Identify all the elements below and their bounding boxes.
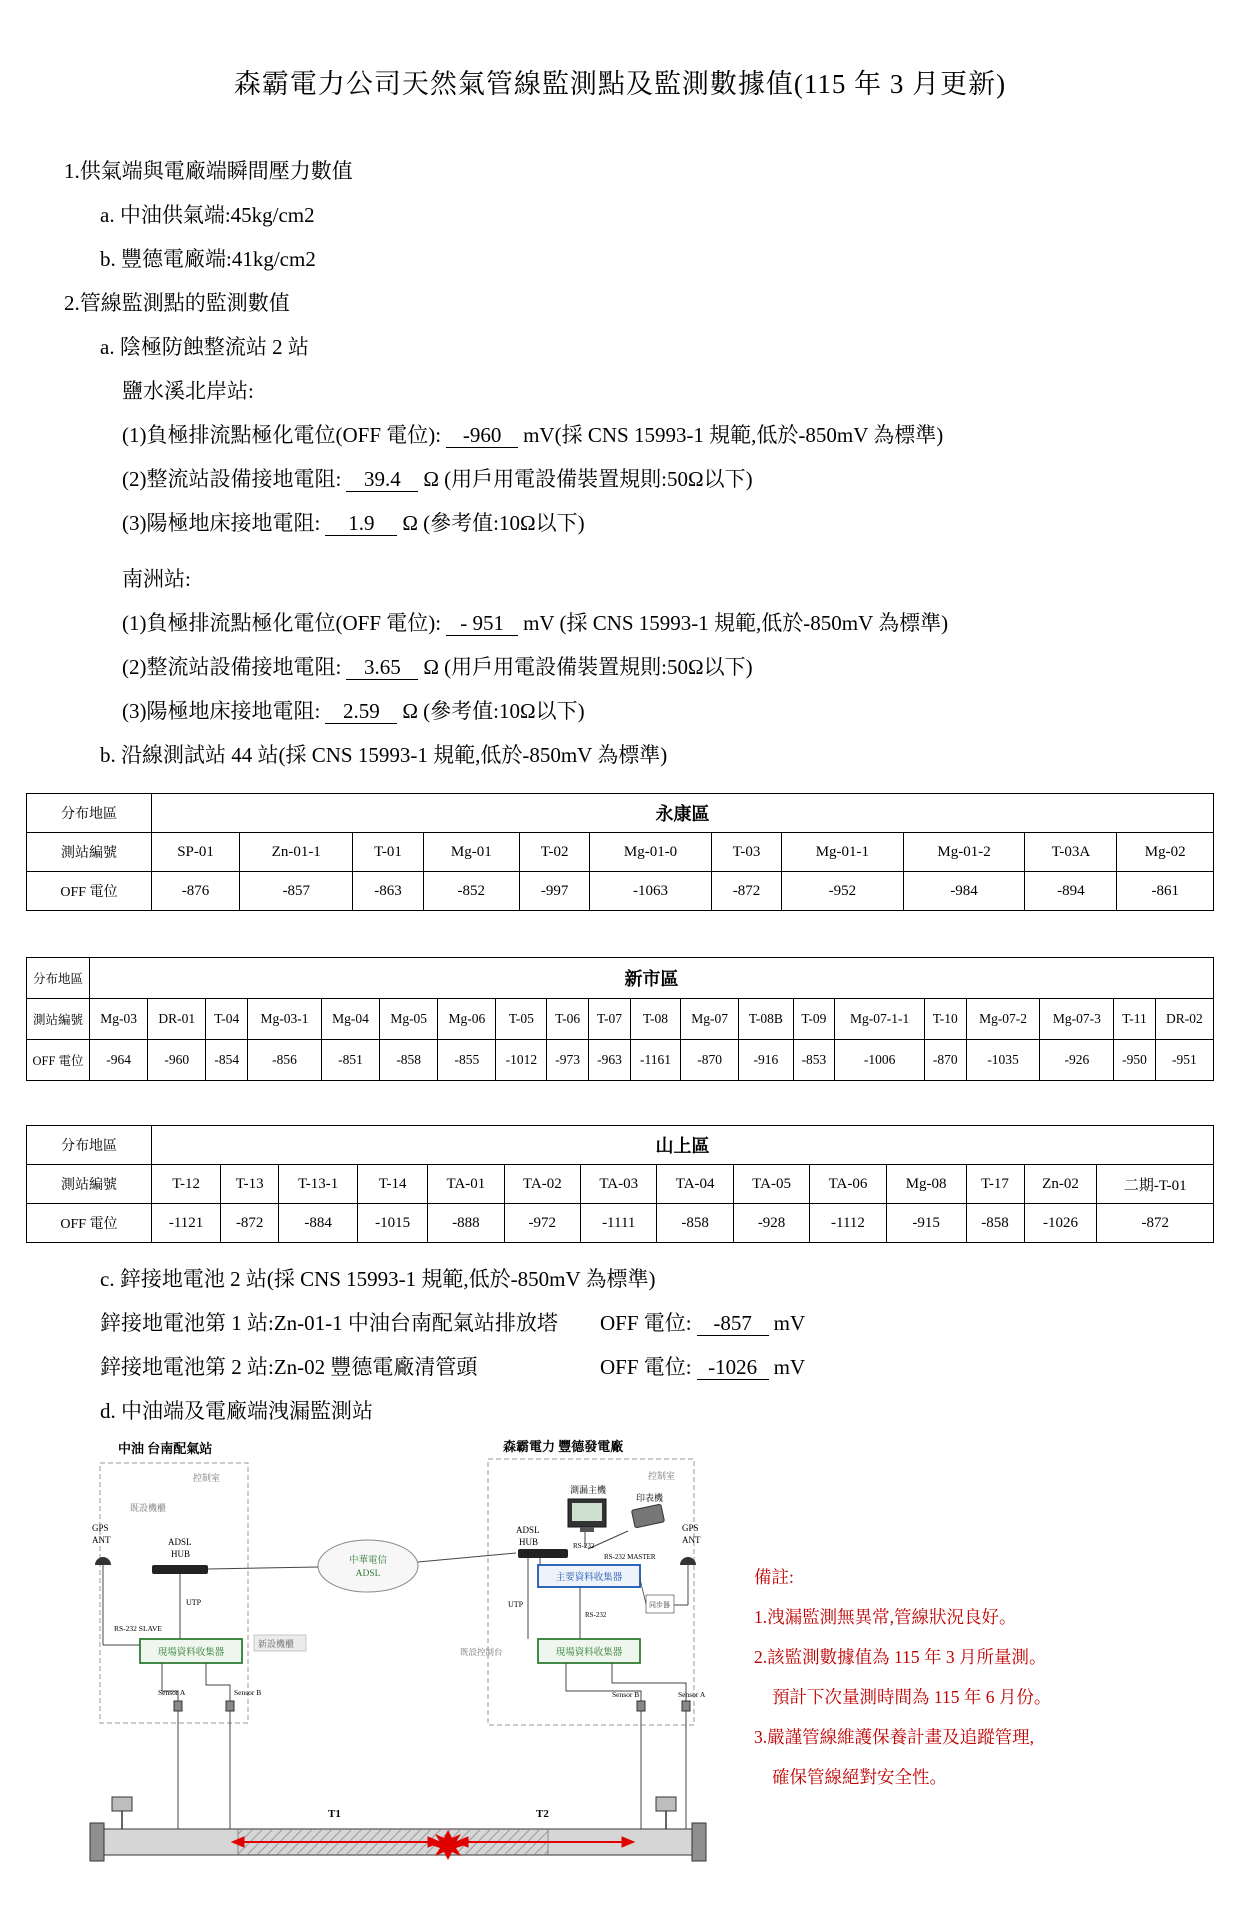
sub-d-heading: d. 中油端及電廠端洩漏監測站 <box>100 1399 373 1423</box>
table-cell: -964 <box>90 1040 148 1081</box>
table-cell: TA-01 <box>428 1165 504 1204</box>
table-cell: 二期-T-01 <box>1097 1165 1214 1204</box>
valve-icon <box>656 1797 676 1829</box>
table-xinshi-wrap <box>26 957 1214 1081</box>
table-row <box>27 1165 1214 1204</box>
table-cell: T-17 <box>966 1165 1024 1204</box>
table-cell: -872 <box>1097 1204 1214 1243</box>
section1-heading: 1.供氣端與電廠端瞬間壓力數值 <box>64 159 353 183</box>
unit-label: mV <box>773 1311 806 1335</box>
table-cell: -870 <box>681 1040 739 1081</box>
left-gps-label: GPS <box>92 1523 109 1533</box>
t2-label: T2 <box>536 1808 549 1820</box>
table-cell: T-09 <box>793 999 835 1040</box>
table-cell: Mg-02 <box>1117 833 1214 872</box>
table-cell: -888 <box>428 1204 504 1243</box>
measured-value: 2.59 <box>325 699 397 724</box>
table-cell: -853 <box>793 1040 835 1081</box>
table-cell: T-08 <box>630 999 680 1040</box>
new-cabinet-label: 新設機櫃 <box>258 1639 295 1649</box>
wire <box>208 1567 318 1569</box>
table-cell: Zn-02 <box>1024 1165 1097 1204</box>
measured-value: - 951 <box>446 611 518 636</box>
table-cell: Mg-06 <box>438 999 496 1040</box>
station2-line2 <box>0 645 1240 689</box>
table-cell: T-01 <box>353 833 423 872</box>
table-cell: TA-05 <box>733 1165 809 1204</box>
table-cell: DR-02 <box>1155 999 1213 1040</box>
table-cell: -960 <box>148 1040 206 1081</box>
rs232-master-label: RS-232 MASTER <box>604 1553 656 1561</box>
printer-label: 印表機 <box>636 1493 664 1503</box>
table-cell: Mg-07-2 <box>966 999 1040 1040</box>
table-cell: Mg-04 <box>321 999 379 1040</box>
station1-line2 <box>0 457 1240 501</box>
unit-label: mV <box>773 1355 806 1379</box>
remark-line: 3.嚴謹管線維護保養計畫及追蹤管理, <box>754 1727 1034 1747</box>
sensor-a-left-label: Sensor A <box>158 1688 186 1697</box>
off-label: OFF 電位: <box>600 1355 692 1379</box>
zinc1-desc: 鋅接地電池第 1 站:Zn-01-1 中油台南配氣站排放塔 <box>100 1311 558 1335</box>
table-cell: -1006 <box>835 1040 925 1081</box>
line-suffix: mV(採 CNS 15993-1 規範,低於-850mV 為標準) <box>523 423 944 447</box>
zinc-station-2 <box>0 1345 1240 1389</box>
table-cell: T-06 <box>547 999 589 1040</box>
row-header-cell: OFF 電位 <box>27 872 152 911</box>
remarks-heading: 備註: <box>754 1567 794 1587</box>
table-cell: Mg-07-1-1 <box>835 999 925 1040</box>
table-cell: -858 <box>380 1040 438 1081</box>
pressure-item-b: b. 豐德電廠端:41kg/cm2 <box>100 247 316 271</box>
monitor-table-yongkang <box>26 793 1214 911</box>
table-cell: -1015 <box>358 1204 428 1243</box>
table-cell: -854 <box>206 1040 248 1081</box>
right-field-collector-label: 現場資料收集器 <box>555 1648 623 1658</box>
right-ant-label: ANT <box>682 1535 701 1545</box>
rs232-label-2: RS-232 <box>585 1611 607 1619</box>
monitor-table-xinshi <box>26 957 1214 1081</box>
sensor-icon <box>682 1701 690 1829</box>
station2-line3 <box>0 689 1240 733</box>
table-cell: -997 <box>520 872 590 911</box>
wire <box>418 1553 516 1562</box>
table-cell: Mg-01 <box>423 833 520 872</box>
right-hub-label: HUB <box>519 1537 539 1547</box>
table-cell: -894 <box>1025 872 1117 911</box>
left-field-collector-label: 現場資料收集器 <box>157 1648 225 1658</box>
station2-line1 <box>0 601 1240 645</box>
leak-star-icon <box>431 1830 465 1860</box>
wire <box>640 1579 646 1604</box>
pipe-flange-right <box>692 1823 706 1861</box>
pressure-item-a: a. 中油供氣端:45kg/cm2 <box>100 203 315 227</box>
right-hub-device-icon <box>518 1549 568 1558</box>
line-suffix: mV (採 CNS 15993-1 規範,低於-850mV 為標準) <box>523 611 949 635</box>
right-utp-label: UTP <box>508 1600 524 1609</box>
station1-line3 <box>0 501 1240 545</box>
table-cell: Mg-01-0 <box>590 833 712 872</box>
table-cell: -852 <box>423 872 520 911</box>
page-title: 森霸電力公司天然氣管線監測點及監測數據值(115 年 3 月更新) <box>233 69 1007 99</box>
left-hub-label: HUB <box>171 1549 191 1559</box>
table-row <box>27 1040 1214 1081</box>
table-cell: -876 <box>152 872 240 911</box>
line-label: (1)負極排流點極化電位(OFF 電位): <box>122 611 442 635</box>
table-cell: T-13 <box>221 1165 279 1204</box>
table-cell: T-03A <box>1025 833 1117 872</box>
table-cell: Mg-08 <box>886 1165 966 1204</box>
region-label-cell: 分布地區 <box>27 794 152 833</box>
table-cell: T-12 <box>152 1165 221 1204</box>
off-label: OFF 電位: <box>600 1311 692 1335</box>
table-cell: Zn-01-1 <box>240 833 353 872</box>
row-header-cell: 測站編號 <box>27 999 90 1040</box>
line-suffix: Ω (參考值:10Ω以下) <box>402 699 585 723</box>
station2-name: 南洲站: <box>122 567 191 591</box>
table-row <box>27 794 1214 833</box>
right-station-title: 森霸電力 豐德發電廠 <box>503 1439 624 1454</box>
existing-console-label: 既設控制台 <box>460 1647 503 1657</box>
table-cell: DR-01 <box>148 999 206 1040</box>
table-yongkang-wrap <box>26 793 1214 911</box>
table-cell: T-05 <box>496 999 547 1040</box>
left-adsl-label: ADSL <box>168 1537 192 1547</box>
table-cell: Mg-07-3 <box>1040 999 1114 1040</box>
region-name-cell: 山上區 <box>152 1126 1214 1165</box>
table-row <box>27 999 1214 1040</box>
table-cell: -915 <box>886 1204 966 1243</box>
row-header-cell: OFF 電位 <box>27 1040 90 1081</box>
table-cell: T-13-1 <box>279 1165 358 1204</box>
table-cell: -951 <box>1155 1040 1213 1081</box>
line-label: (3)陽極地床接地電阻: <box>122 699 321 723</box>
station1-name: 鹽水溪北岸站: <box>122 379 254 403</box>
table-cell: -984 <box>903 872 1025 911</box>
table-cell: TA-04 <box>657 1165 733 1204</box>
spacer <box>0 911 1240 957</box>
table-cell: T-04 <box>206 999 248 1040</box>
table-cell: -857 <box>240 872 353 911</box>
right-control-room-label: 控制室 <box>648 1471 676 1481</box>
sensor-icon <box>226 1701 234 1829</box>
table-row <box>27 833 1214 872</box>
table-cell: -861 <box>1117 872 1214 911</box>
table-cell: -926 <box>1040 1040 1114 1081</box>
monitor-stand <box>580 1527 594 1532</box>
existing-cabinet-label: 既設機櫃 <box>130 1503 167 1513</box>
telecom-cloud-shape <box>318 1540 418 1592</box>
sensor-b-left-label: Sensor B <box>234 1688 262 1697</box>
table-cell: -952 <box>782 872 904 911</box>
table-cell: -1121 <box>152 1204 221 1243</box>
sync-device-label: 同步器 <box>649 1601 670 1609</box>
table-cell: -1063 <box>590 872 712 911</box>
left-hub-device-icon <box>152 1565 208 1574</box>
rs232-slave-label: RS-232 SLAVE <box>114 1624 162 1633</box>
measured-value: 1.9 <box>325 511 397 536</box>
wire <box>206 1663 230 1701</box>
table-cell: T-08B <box>739 999 793 1040</box>
rs232-label: RS-232 <box>573 1542 595 1550</box>
table-cell: TA-03 <box>581 1165 657 1204</box>
table-cell: T-07 <box>589 999 631 1040</box>
spacer <box>0 1081 1240 1125</box>
table-cell: T-10 <box>924 999 966 1040</box>
left-ant-label: ANT <box>92 1535 111 1545</box>
monitor-table-shanshang <box>26 1125 1214 1243</box>
left-antenna-icon <box>95 1557 111 1565</box>
leak-host-label: 測漏主機 <box>570 1485 607 1495</box>
region-label-cell: 分布地區 <box>27 958 90 999</box>
left-utp-label: UTP <box>186 1598 202 1607</box>
table-cell: -928 <box>733 1204 809 1243</box>
table-cell: -856 <box>248 1040 322 1081</box>
region-name-cell: 新市區 <box>90 958 1214 999</box>
remark-line: 2.該監測數據值為 115 年 3 月所量測。 <box>754 1647 1047 1667</box>
row-header-cell: OFF 電位 <box>27 1204 152 1243</box>
pipe-flange-left <box>90 1823 104 1861</box>
table-cell: T-02 <box>520 833 590 872</box>
sub-c-heading: c. 鋅接地電池 2 站(採 CNS 15993-1 規範,低於-850mV 為標準) <box>100 1267 656 1291</box>
right-adsl-label: ADSL <box>516 1525 540 1535</box>
table-cell: -855 <box>438 1040 496 1081</box>
remark-line: 預計下次量測時間為 115 年 6 月份。 <box>772 1687 1052 1707</box>
measured-value: -1026 <box>697 1355 769 1380</box>
measured-value: 39.4 <box>346 467 418 492</box>
table-cell: T-11 <box>1114 999 1155 1040</box>
table-cell: -963 <box>589 1040 631 1081</box>
telecom-label-2: ADSL <box>355 1569 381 1579</box>
table-shanshang-wrap <box>26 1125 1214 1243</box>
remark-line: 1.洩漏監測無異常,管線狀況良好。 <box>754 1607 1017 1627</box>
table-row <box>27 958 1214 999</box>
table-cell: TA-02 <box>504 1165 580 1204</box>
table-cell: Mg-03 <box>90 999 148 1040</box>
line-label: (2)整流站設備接地電阻: <box>122 467 342 491</box>
table-cell: -950 <box>1114 1040 1155 1081</box>
line-suffix: Ω (用戶用電設備裝置規則:50Ω以下) <box>423 655 753 679</box>
line-suffix: Ω (參考值:10Ω以下) <box>402 511 585 535</box>
zinc-station-1 <box>0 1301 1240 1345</box>
table-cell: -884 <box>279 1204 358 1243</box>
sensor-icon <box>637 1701 645 1829</box>
measured-value: -857 <box>697 1311 769 1336</box>
document-body <box>0 149 1240 777</box>
table-cell: -872 <box>221 1204 279 1243</box>
table-cell: -1012 <box>496 1040 547 1081</box>
telecom-label-1: 中華電信 <box>348 1556 388 1566</box>
section-c-d <box>0 1257 1240 1433</box>
line-label: (1)負極排流點極化電位(OFF 電位): <box>122 423 442 447</box>
left-station-title: 中油 台南配氣站 <box>118 1441 213 1456</box>
table-cell: -1035 <box>966 1040 1040 1081</box>
table-cell: -863 <box>353 872 423 911</box>
remark-line: 確保管線絕對安全性。 <box>772 1767 947 1787</box>
table-cell: -973 <box>547 1040 589 1081</box>
region-name-cell: 永康區 <box>152 794 1214 833</box>
station1-line1 <box>0 413 1240 457</box>
leak-monitor-diagram-area <box>0 1439 1240 1909</box>
t1-label: T1 <box>328 1808 341 1820</box>
line-label: (3)陽極地床接地電阻: <box>122 511 321 535</box>
main-collector-label: 主要資料收集器 <box>555 1573 623 1583</box>
region-label-cell: 分布地區 <box>27 1126 152 1165</box>
sensor-a-right-label: Sensor A <box>678 1690 706 1699</box>
table-cell: -1161 <box>630 1040 680 1081</box>
table-row <box>27 1204 1214 1243</box>
zinc2-desc: 鋅接地電池第 2 站:Zn-02 豐德電廠清管頭 <box>100 1355 478 1379</box>
table-cell: -858 <box>657 1204 733 1243</box>
left-control-room-box <box>100 1463 248 1723</box>
table-cell: T-03 <box>711 833 781 872</box>
row-header-cell: 測站編號 <box>27 833 152 872</box>
leak-monitor-diagram <box>88 1439 728 1909</box>
sub-a-heading: a. 陰極防蝕整流站 2 站 <box>100 335 309 359</box>
table-cell: -851 <box>321 1040 379 1081</box>
line-label: (2)整流站設備接地電阻: <box>122 655 342 679</box>
table-cell: Mg-07 <box>681 999 739 1040</box>
row-header-cell: 測站編號 <box>27 1165 152 1204</box>
table-cell: Mg-05 <box>380 999 438 1040</box>
table-cell: -870 <box>924 1040 966 1081</box>
table-cell: Mg-01-2 <box>903 833 1025 872</box>
table-cell: Mg-03-1 <box>248 999 322 1040</box>
right-gps-label: GPS <box>682 1523 699 1533</box>
sub-b-heading: b. 沿線測試站 44 站(採 CNS 15993-1 規範,低於-850mV 為標準) <box>100 743 668 767</box>
table-cell: -858 <box>966 1204 1024 1243</box>
valve-icon <box>112 1797 132 1829</box>
table-cell: SP-01 <box>152 833 240 872</box>
table-cell: -1026 <box>1024 1204 1097 1243</box>
measured-value: 3.65 <box>346 655 418 680</box>
table-cell: -916 <box>739 1040 793 1081</box>
printer-icon <box>631 1504 664 1528</box>
sensor-b-right-label: Sensor B <box>612 1690 640 1699</box>
table-cell: -872 <box>711 872 781 911</box>
table-row <box>27 1126 1214 1165</box>
table-cell: -972 <box>504 1204 580 1243</box>
table-cell: TA-06 <box>810 1165 886 1204</box>
line-suffix: Ω (用戶用電設備裝置規則:50Ω以下) <box>423 467 753 491</box>
table-cell: -1111 <box>581 1204 657 1243</box>
sensor-icon <box>174 1701 182 1829</box>
table-row <box>27 872 1214 911</box>
table-cell: T-14 <box>358 1165 428 1204</box>
left-control-room-label: 控制室 <box>193 1473 221 1483</box>
table-cell: -1112 <box>810 1204 886 1243</box>
table-cell: Mg-01-1 <box>782 833 904 872</box>
remarks-panel <box>754 1439 1174 1909</box>
section2-heading: 2.管線監測點的監測數值 <box>64 291 290 315</box>
monitor-screen <box>572 1503 602 1521</box>
measured-value: -960 <box>446 423 518 448</box>
